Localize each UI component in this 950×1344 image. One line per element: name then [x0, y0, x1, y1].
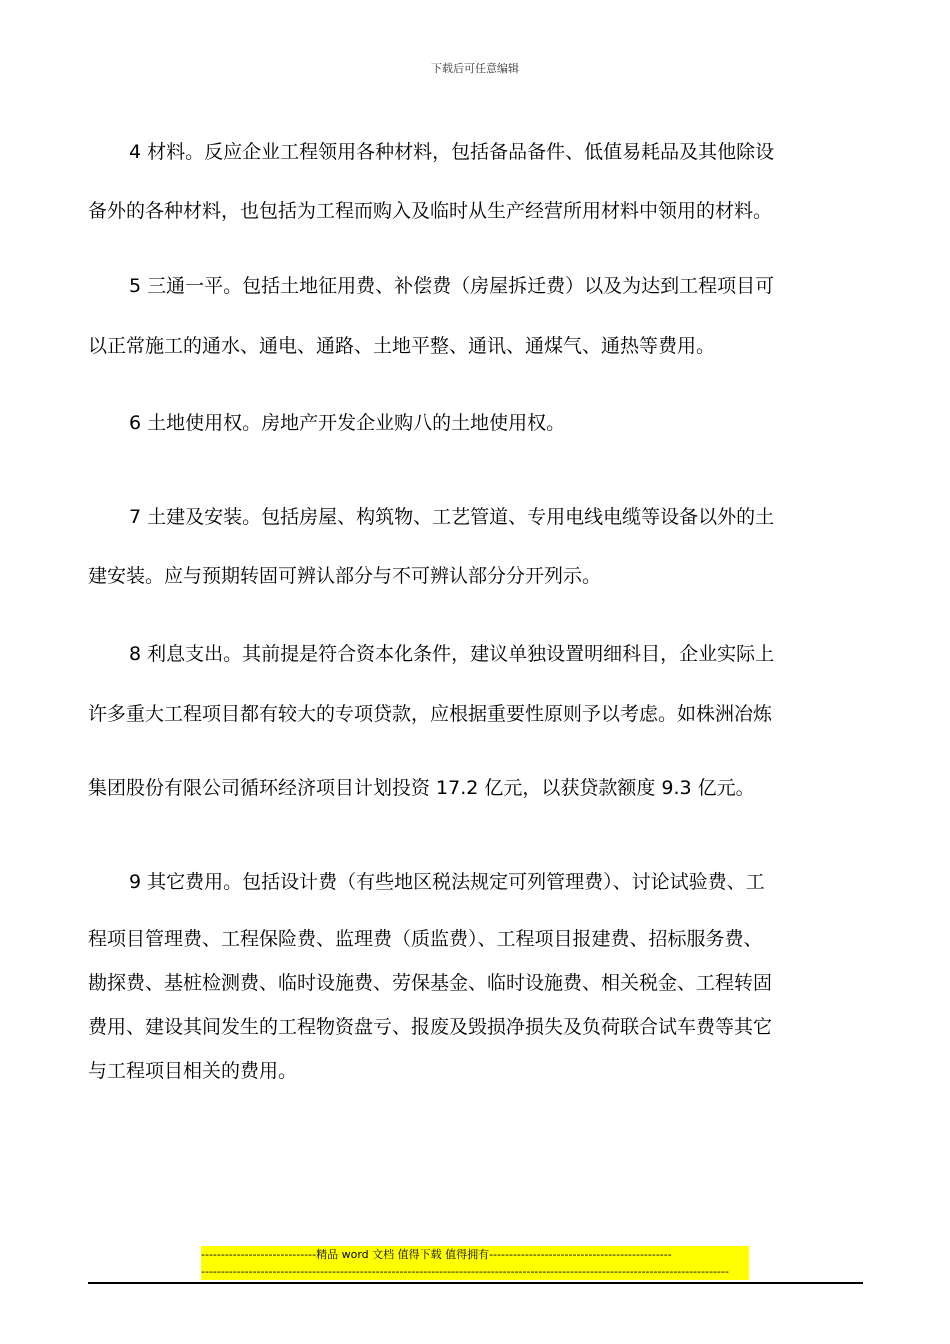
paragraph-line: 6 土地使用权。房地产开发企业购八的土地使用权。	[129, 412, 566, 434]
paragraph-line: 5 三通一平。包括土地征用费、补偿费（房屋拆迁费）以及为达到工程项目可	[129, 275, 775, 297]
paragraph-line: 以正常施工的通水、通电、通路、土地平整、通讯、通煤气、通热等费用。	[88, 335, 716, 357]
paragraph-line: 与工程项目相关的费用。	[88, 1060, 298, 1082]
paragraph-line: 建安装。应与预期转固可辨认部分与不可辨认部分分开列示。	[88, 565, 602, 587]
paragraph-line: 程项目管理费、工程保险费、监理费（质监费）、工程项目报建费、招标服务费、	[88, 928, 763, 950]
footer-banner: -----------------------------精品 word 文档 值得下载 值得拥有----------------------------------------------	[201, 1246, 749, 1263]
paragraph-line: 7 土建及安装。包括房屋、构筑物、工艺管道、专用电线电缆等设备以外的土	[129, 506, 775, 528]
paragraph-line: 费用、建设其间发生的工程物资盘亏、报废及毁损净损失及负荷联合试车费等其它	[88, 1016, 773, 1038]
paragraph-line: 9 其它费用。包括设计费（有些地区税法规定可列管理费）、讨论试验费、工	[129, 871, 765, 893]
page-header: 下载后可任意编辑	[431, 62, 519, 75]
paragraph-line: 勘探费、基桩检测费、临时设施费、劳保基金、临时设施费、相关税金、工程转固	[88, 972, 773, 994]
paragraph-line: 备外的各种材料，也包括为工程而购入及临时从生产经营所用材料中领用的材料。	[88, 200, 773, 222]
footer-banner-dashes: -------------------------------------------------------------------------------------------------------------------------------------	[201, 1263, 749, 1280]
paragraph-line: 许多重大工程项目都有较大的专项贷款，应根据重要性原则予以考虑。如株洲冶炼	[88, 703, 773, 725]
paragraph-line: 4 材料。反应企业工程领用各种材料，包括备品备件、低值易耗品及其他除设	[129, 141, 775, 163]
paragraph-line: 集团股份有限公司循环经济项目计划投资 17.2 亿元，以获贷款额度 9.3 亿元。	[88, 777, 755, 799]
footer-divider	[88, 1282, 863, 1284]
paragraph-line: 8 利息支出。其前提是符合资本化条件，建议单独设置明细科目，企业实际上	[129, 643, 775, 665]
